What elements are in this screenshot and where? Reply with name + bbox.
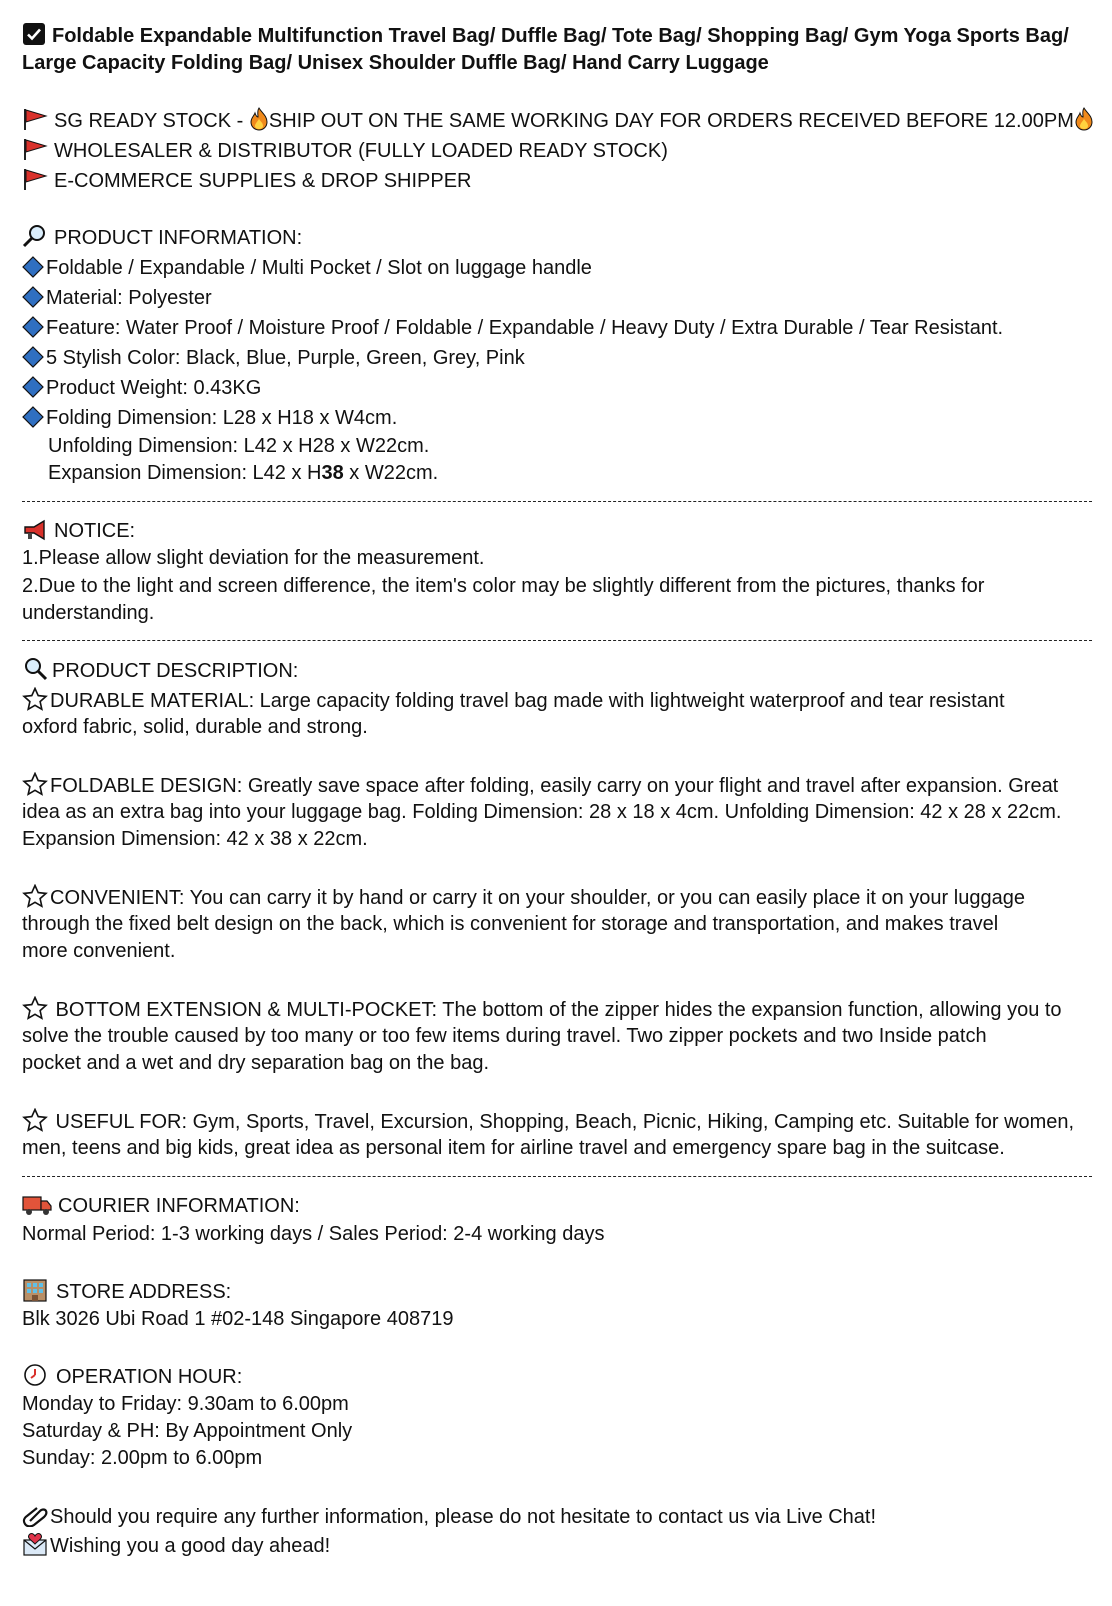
red-flag-icon: [22, 107, 48, 139]
store-heading: STORE ADDRESS:: [22, 1278, 231, 1310]
product-info-item: Product Weight: 0.43KG: [22, 375, 261, 406]
description-paragraph: USEFUL FOR: Gym, Sports, Travel, Excursion, Shopping, Beach, Picnic, Hiking, Camping etc. Suitable for women,: [22, 1108, 1074, 1140]
fire-icon: [249, 107, 269, 139]
description-paragraph: more convenient.: [22, 940, 176, 962]
title-line-2: Large Capacity Folding Bag/ Unisex Shoulder Duffle Bag/ Hand Carry Luggage: [22, 52, 769, 74]
highlight-ecommerce: E-COMMERCE SUPPLIES & DROP SHIPPER: [22, 167, 472, 199]
red-flag-icon: [22, 167, 48, 199]
blue-diamond-icon: [22, 256, 44, 286]
blue-diamond-icon: [22, 346, 44, 376]
description-paragraph: through the fixed belt design on the back, which is convenient for storage and transportation, and makes travel: [22, 913, 999, 935]
store-address: Blk 3026 Ubi Road 1 #02-148 Singapore 408719: [22, 1308, 454, 1330]
dashed-divider: [22, 501, 1092, 502]
notice-line: understanding.: [22, 602, 155, 624]
red-flag-icon: [22, 137, 48, 169]
paperclip-icon: [22, 1503, 48, 1535]
description-heading: PRODUCT DESCRIPTION:: [22, 657, 298, 689]
notice-line: 1.Please allow slight deviation for the measurement.: [22, 547, 485, 569]
description-paragraph: DURABLE MATERIAL: Large capacity folding travel bag made with lightweight waterproof and tear resistant: [22, 687, 1005, 719]
wish-line: Wishing you a good day ahead!: [22, 1532, 330, 1564]
product-info-item: Feature: Water Proof / Moisture Proof / Foldable / Expandable / Heavy Duty / Extra Durable / Tear Resistant.: [22, 315, 1003, 346]
description-paragraph: oxford fabric, solid, durable and strong.: [22, 716, 368, 738]
notice-heading: NOTICE:: [22, 518, 135, 549]
dashed-divider: [22, 1176, 1092, 1177]
description-paragraph: CONVENIENT: You can carry it by hand or carry it on your shoulder, or you can easily place it on your luggage: [22, 884, 1025, 916]
blue-diamond-icon: [22, 376, 44, 406]
product-info-heading: PRODUCT INFORMATION:: [22, 224, 302, 256]
product-info-item: 5 Stylish Color: Black, Blue, Purple, Green, Grey, Pink: [22, 345, 525, 376]
product-info-item: Folding Dimension: L28 x H18 x W4cm.: [22, 405, 397, 436]
description-paragraph: BOTTOM EXTENSION & MULTI-POCKET: The bottom of the zipper hides the expansion function, allowing you to: [22, 996, 1062, 1028]
courier-heading: COURIER INFORMATION:: [22, 1193, 300, 1224]
description-paragraph: pocket and a wet and dry separation bag on the bag.: [22, 1052, 490, 1074]
courier-text: Normal Period: 1-3 working days / Sales Period: 2-4 working days: [22, 1223, 605, 1245]
blue-diamond-icon: [22, 316, 44, 346]
description-paragraph: FOLDABLE DESIGN: Greatly save space after folding, easily carry on your flight and travel after expansion. Great: [22, 772, 1058, 804]
product-info-item: Material: Polyester: [22, 285, 212, 316]
delivery-truck-icon: [22, 1194, 52, 1224]
contact-line: Should you require any further information, please do not hesitate to contact us via Live Chat!: [22, 1503, 876, 1535]
magnifier-icon: [22, 657, 50, 689]
highlight-stock: SG READY STOCK - SHIP OUT ON THE SAME WORKING DAY FOR ORDERS RECEIVED BEFORE 12.00PM: [22, 107, 1094, 139]
description-paragraph: men, teens and big kids, great idea as personal item for airline travel and emergency spare bag in the suitcase.: [22, 1137, 1005, 1159]
blue-diamond-icon: [22, 406, 44, 436]
product-info-item: Foldable / Expandable / Multi Pocket / Slot on luggage handle: [22, 255, 592, 286]
dashed-divider: [22, 640, 1092, 641]
description-paragraph: Expansion Dimension: 42 x 38 x 22cm.: [22, 828, 368, 850]
heart-envelope-icon: [22, 1532, 48, 1564]
title-text-1: Foldable Expandable Multifunction Travel Bag/ Duffle Bag/ Tote Bag/ Shopping Bag/ Gym Yoga Sports Bag/: [52, 25, 1069, 47]
highlight-wholesale: WHOLESALER & DISTRIBUTOR (FULLY LOADED READY STOCK): [22, 137, 668, 169]
hours-sunday: Sunday: 2.00pm to 6.00pm: [22, 1447, 263, 1469]
description-paragraph: solve the trouble caused by too many or too few items during travel. Two zipper pockets and two Inside patch: [22, 1025, 987, 1047]
fire-icon: [1074, 107, 1094, 139]
hours-saturday: Saturday & PH: By Appointment Only: [22, 1420, 353, 1442]
hours-weekday: Monday to Friday: 9.30am to 6.00pm: [22, 1393, 349, 1415]
unfolding-dimension: Unfolding Dimension: L42 x H28 x W22cm.: [48, 435, 430, 457]
magnifier-icon: [22, 224, 48, 256]
notice-line: 2.Due to the light and screen difference, the item's color may be slightly different from the pictures, thanks for: [22, 575, 985, 597]
description-paragraph: idea as an extra bag into your luggage bag. Folding Dimension: 28 x 18 x 4cm. Unfolding Dimension: 42 x 28 x 22cm.: [22, 801, 1062, 823]
blue-diamond-icon: [22, 286, 44, 316]
hours-heading: OPERATION HOUR:: [22, 1363, 242, 1395]
expansion-dimension: Expansion Dimension: L42 x H38 x W22cm.: [48, 462, 439, 484]
